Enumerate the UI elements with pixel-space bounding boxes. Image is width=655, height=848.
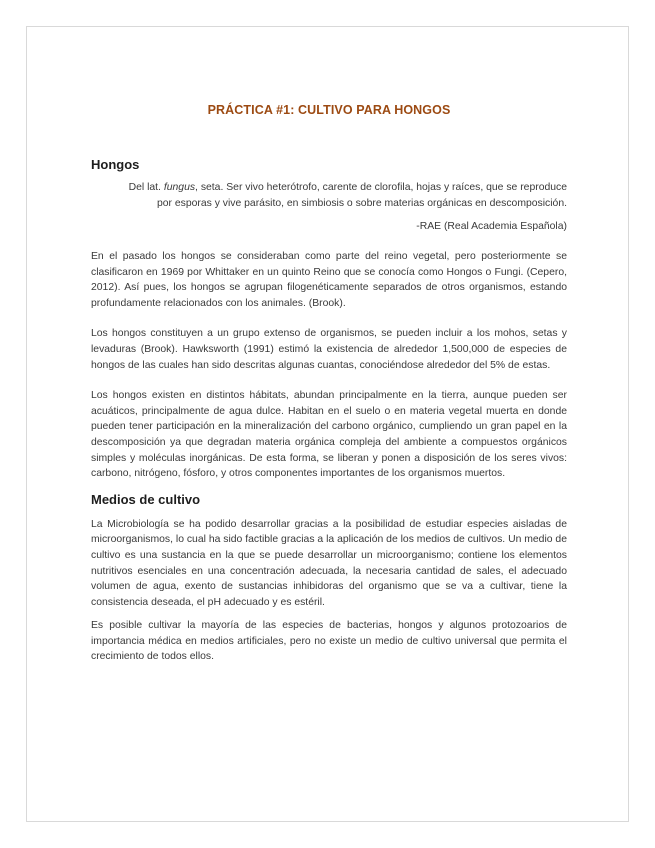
quote-text-pre: Del lat.	[128, 182, 164, 193]
paragraph-medios-1: La Microbiología se ha podido desarrollar gracias a la posibilidad de estudiar especies aisladas de microorganismos, lo cual ha sido factible gracias a la aplicación de los medios de cultivos. Un medio de cultivo es una sustancia en la que se puede desarrollar un microorganismo; contiene los elementos nutritivos esenciales en una concentración adecuada, la necesaria cantidad de sales, el adecuado volumen de agua, exento de sustancias inhibidoras del organismo que se va a cultivar, tiene la consistencia deseada, el pH adecuado y es estéril.	[91, 518, 567, 608]
quote-source: -RAE (Real Academia Española)	[416, 221, 567, 232]
quote-text-post: , seta. Ser vivo heterótrofo, carente de clorofila, hojas y raíces, que se reproduce por esporas y vive parásito, en simbiosis o sobre materias orgánicas en descomposición.	[156, 182, 567, 209]
document-title: PRÁCTICA #1: CULTIVO PARA HONGOS	[207, 103, 451, 117]
definition-quote	[125, 180, 567, 212]
paragraph-hongos-3: Los hongos existen en distintos hábitats, abundan principalmente en la tierra, aunque pueden ser acuáticos, principalmente de agua dulce. Habitan en el suelo o en materia vegetal muerta en donde pueden tener participación en la mineralización del carbono orgánico, cumpliendo un gran papel en la descomposición ya que degradan materia orgánica compleja del ambiente a compuestos orgánicos simples y moléculas inorgánicas. De esta forma, se liberan y ponen a disposición de los seres vivos: carbono, nitrógeno, fósforo, y otros componentes importantes de los organismos muertos.	[91, 390, 567, 480]
section-heading-medios: Medios de cultivo	[91, 491, 201, 507]
paragraph-hongos-2: Los hongos constituyen a un grupo extenso de organismos, se pueden incluir a los mohos, setas y levaduras (Brook). Hawksworth (1991) estimó la existencia de alrededor 1,500,000 de especies de hongos de las cuales han sido descritas algunas cuantas, conociéndose alrededor del 5% de estas.	[91, 328, 567, 371]
paragraph-hongos-1: En el pasado los hongos se consideraban como parte del reino vegetal, pero posteriormente se clasificaron en 1969 por Whittaker en un quinto Reino que se conocía como Hongos o Fungi. (Cepero, 2012). Así pues, los hongos se agrupan filogenéticamente separados de otros organismos, estando profundamente relacionados con los animales. (Brook).	[91, 251, 567, 309]
page-content	[91, 103, 567, 665]
document-page	[26, 26, 629, 822]
section-heading-hongos: Hongos	[91, 157, 140, 172]
quote-italic-term: fungus	[163, 182, 196, 193]
paragraph-medios-2: Es posible cultivar la mayoría de las especies de bacterias, hongos y algunos protozoarios de importancia médica en medios artificiales, pero no existe un medio de cultivo universal que permita el crecimiento de todos ellos.	[91, 620, 567, 663]
